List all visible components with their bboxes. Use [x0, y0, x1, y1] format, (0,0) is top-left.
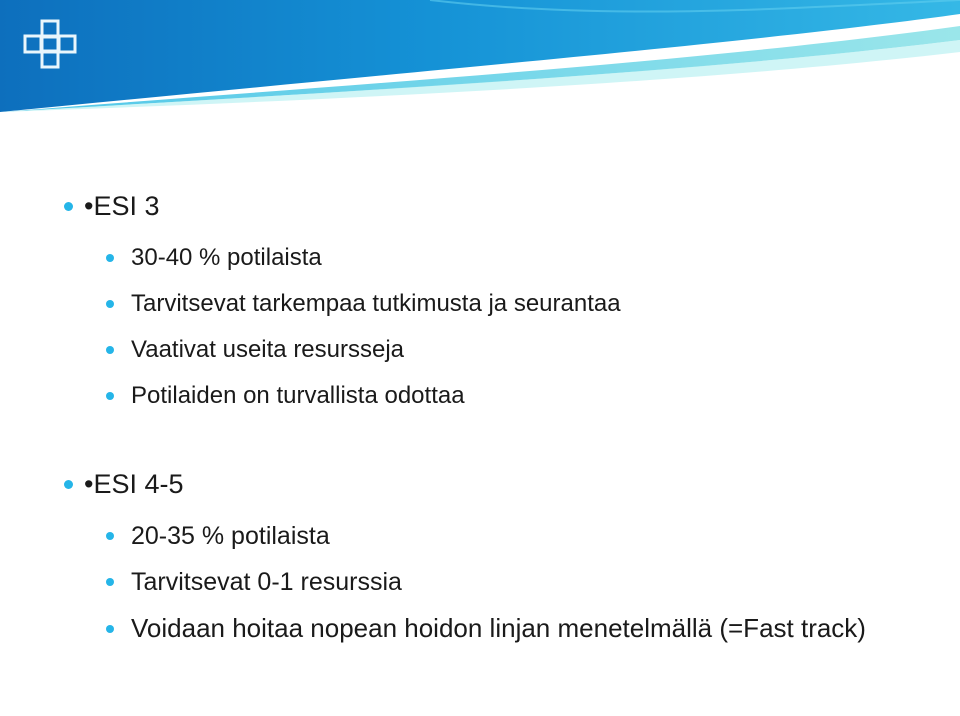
bullet-icon	[106, 625, 114, 633]
section-esi-3	[0, 186, 960, 419]
list-item	[0, 605, 931, 646]
bullet-icon	[64, 202, 73, 211]
list-item	[0, 235, 960, 281]
list-item	[0, 513, 960, 559]
list-item-text: Vaativat useita resursseja	[131, 336, 405, 363]
bullet-icon	[106, 392, 114, 400]
bullet-icon	[106, 578, 114, 586]
list-item-text: Tarvitsevat 0-1 resurssia	[131, 568, 402, 596]
bullet-list	[0, 235, 960, 419]
bullet-list	[0, 513, 960, 646]
list-item-text: Tarvitsevat tarkempaa tutkimusta ja seurantaa	[131, 290, 621, 317]
list-item	[0, 281, 960, 327]
inner-bullet-icon: •	[84, 191, 94, 221]
section-heading	[0, 464, 960, 504]
bullet-icon	[106, 300, 114, 308]
bullet-icon	[106, 254, 114, 262]
list-item	[0, 327, 960, 373]
bullet-icon	[106, 346, 114, 354]
heading-text: ESI 4-5	[93, 469, 184, 499]
section-esi-4-5	[0, 464, 960, 646]
list-item	[0, 373, 960, 419]
bullet-icon	[64, 480, 73, 489]
heading-text: ESI 3	[93, 191, 160, 221]
list-item-text: 20-35 % potilaista	[131, 522, 330, 550]
list-item-text: Voidaan hoitaa nopean hoidon linjan menetelmällä (=Fast track)	[131, 613, 866, 643]
section-heading	[0, 186, 960, 226]
list-item-text: 30-40 % potilaista	[131, 244, 322, 271]
bullet-icon	[106, 532, 114, 540]
list-item-text: Potilaiden on turvallista odottaa	[131, 382, 465, 409]
list-item	[0, 559, 960, 605]
inner-bullet-icon: •	[84, 469, 94, 499]
